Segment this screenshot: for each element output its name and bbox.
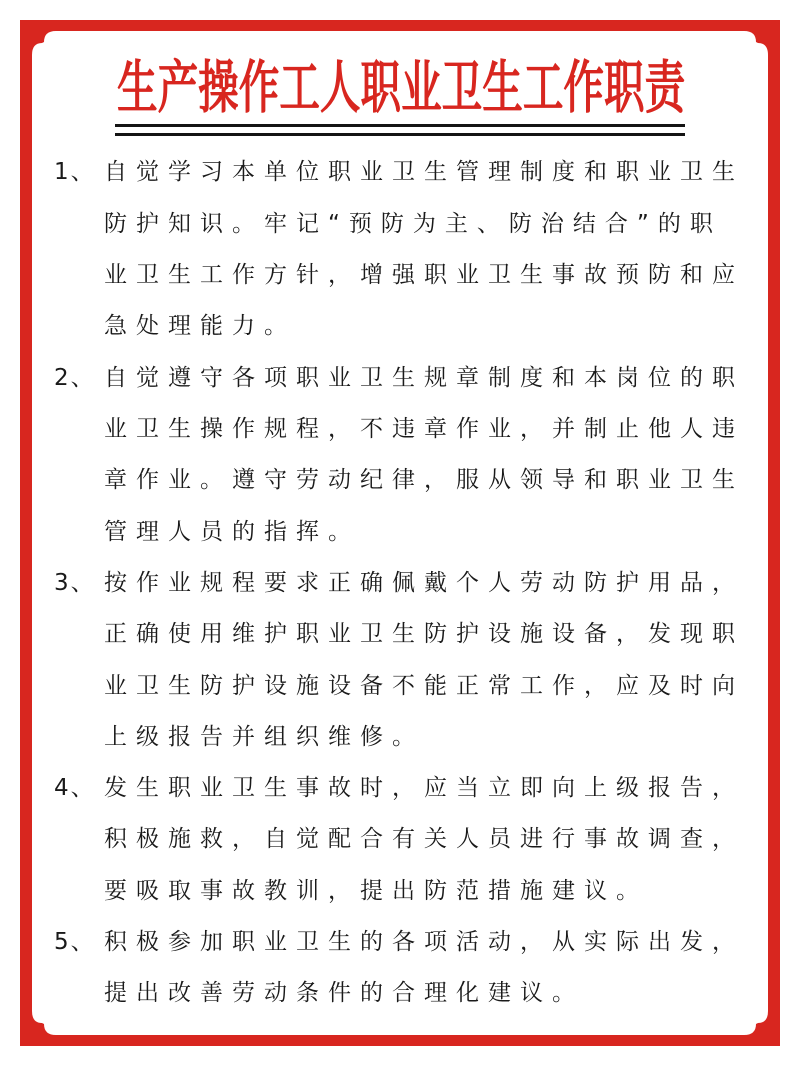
item-line: 积极施救，自觉配合有关人员进行事故调查， — [104, 826, 744, 852]
item-line: 急处理能力。 — [104, 313, 296, 339]
sign-title-container — [117, 56, 685, 120]
item-line: 防护知识。牢记“预防为主、防治结合”的职 — [104, 211, 722, 237]
item-line: 积极参加职业卫生的各项活动，从实际出发， — [104, 929, 744, 955]
item-number: 2、 — [54, 365, 96, 391]
sign-title: 生产操作工人职业卫生工作职责 — [117, 55, 686, 121]
title-underline-top — [115, 124, 685, 127]
item-number: 4、 — [54, 775, 96, 801]
item-line: 要吸取事故教训，提出防范措施建议。 — [104, 878, 648, 904]
item-number: 1、 — [54, 159, 96, 185]
item-line: 管理人员的指挥。 — [104, 519, 360, 545]
item-line: 发生职业卫生事故时，应当立即向上级报告， — [104, 775, 744, 801]
item-line: 业卫生防护设施设备不能正常工作，应及时向 — [104, 673, 744, 699]
item-line: 业卫生操作规程，不违章作业，并制止他人违 — [104, 416, 744, 442]
item-line: 自觉学习本单位职业卫生管理制度和职业卫生 — [104, 159, 744, 185]
item-line: 自觉遵守各项职业卫生规章制度和本岗位的职 — [104, 365, 744, 391]
item-number: 3、 — [54, 570, 96, 596]
item-line: 上级报告并组织维修。 — [104, 724, 424, 750]
item-number: 5、 — [54, 929, 96, 955]
item-line: 按作业规程要求正确佩戴个人劳动防护用品， — [104, 570, 744, 596]
item-line: 章作业。遵守劳动纪律，服从领导和职业卫生 — [104, 467, 744, 493]
title-underline-bottom — [115, 133, 685, 136]
item-line: 正确使用维护职业卫生防护设施设备，发现职 — [104, 621, 744, 647]
item-line: 业卫生工作方针，增强职业卫生事故预防和应 — [104, 262, 744, 288]
item-line: 提出改善劳动条件的合理化建议。 — [104, 980, 584, 1006]
